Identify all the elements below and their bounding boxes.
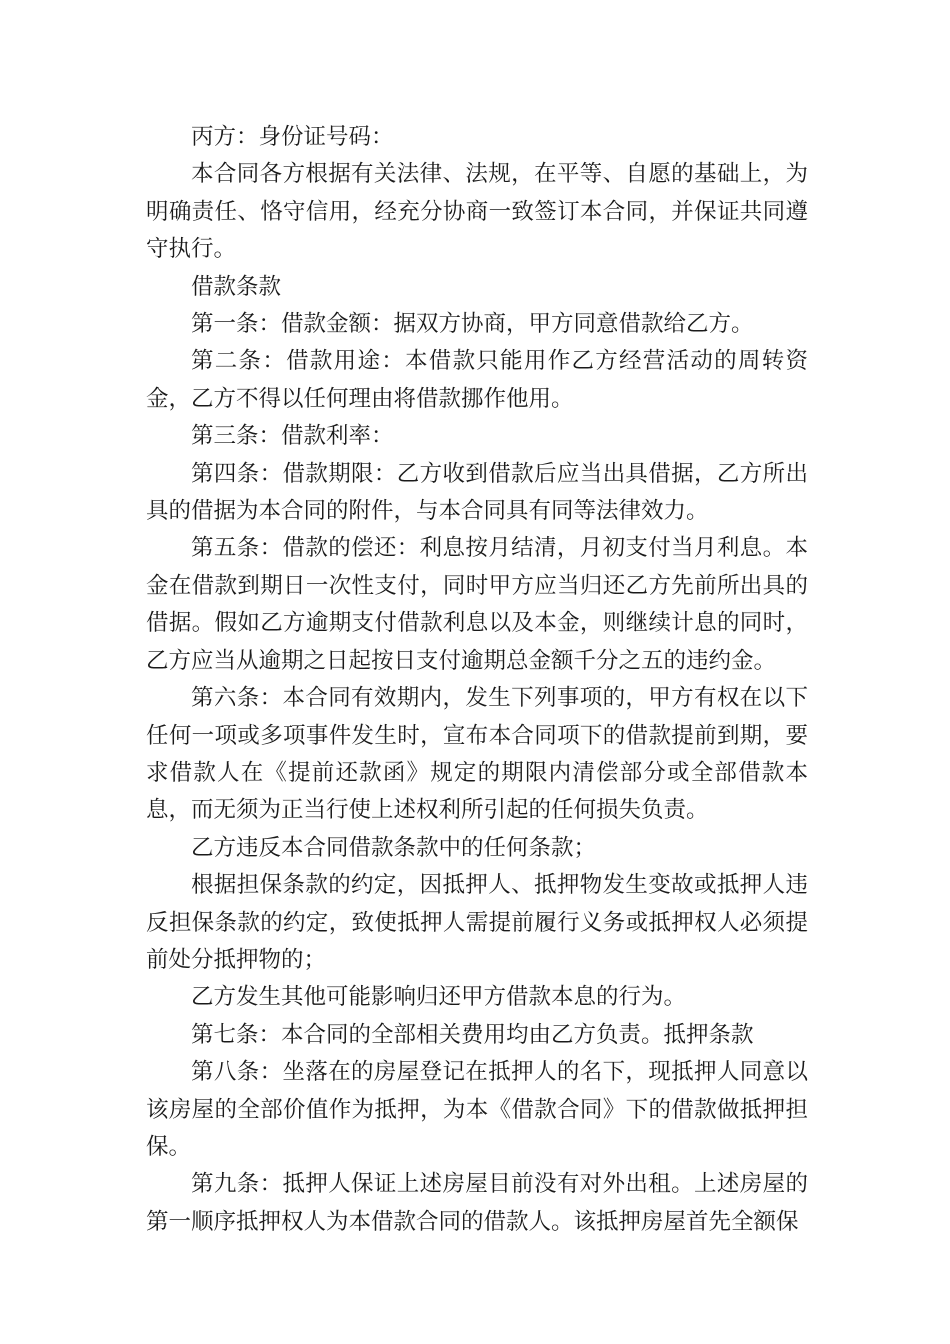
paragraph-article-5: 第五条：借款的偿还：利息按月结清，月初支付当月利息。本金在借款到期日一次性支付，同时甲方应当归还乙方先前所出具的借据。假如乙方逾期支付借款利息以及本金，则继续计息的同时，乙方应当从逾期之日起按日支付逾期总金额千分之五的违约金。 — [146, 535, 808, 674]
paragraph-article-1: 第一条：借款金额：据双方协商，甲方同意借款给乙方。 — [191, 311, 754, 338]
paragraph-event-1: 乙方违反本合同借款条款中的任何条款； — [191, 834, 597, 861]
paragraph-event-3: 乙方发生其他可能影响归还甲方借款本息的行为。 — [191, 984, 687, 1011]
paragraph-party-c: 丙方：身份证号码： — [191, 124, 394, 150]
paragraph-preamble: 本合同各方根据有关法律、法规，在平等、自愿的基础上，为明确责任、恪守信用，经充分协商一致签订本合同，并保证共同遵守执行。 — [146, 161, 808, 263]
section-heading-loan-terms: 借款条款 — [191, 273, 282, 300]
paragraph-article-6: 第六条：本合同有效期内，发生下列事项的，甲方有权在以下任何一项或多项事件发生时，宣布本合同项下的借款提前到期，要求借款人在《提前还款函》规定的期限内清偿部分或全部借款本息，而无须为正当行使上述权利所引起的任何损失负责。 — [146, 685, 808, 824]
paragraph-article-3: 第三条：借款利率： — [191, 423, 394, 450]
paragraph-article-8: 第八条：坐落在的房屋登记在抵押人的名下，现抵押人同意以该房屋的全部价值作为抵押，为本《借款合同》下的借款做抵押担保。 — [146, 1059, 808, 1160]
paragraph-article-4: 第四条：借款期限：乙方收到借款后应当出具借据，乙方所出具的借据为本合同的附件，与本合同具有同等法律效力。 — [146, 460, 808, 525]
document-body — [146, 119, 808, 1241]
paragraph-article-9: 第九条：抵押人保证上述房屋目前没有对外出租。上述房屋的第一顺序抵押权人为本借款合同的借款人。该抵押房屋首先全额保 — [146, 1171, 808, 1235]
paragraph-article-2: 第二条：借款用途：本借款只能用作乙方经营活动的周转资金，乙方不得以任何理由将借款挪作他用。 — [146, 348, 808, 412]
paragraph-article-7: 第七条：本合同的全部相关费用均由乙方负责。抵押条款 — [191, 1021, 754, 1048]
paragraph-event-2: 根据担保条款的约定，因抵押人、抵押物发生变故或抵押人违反担保条款的约定，致使抵押人需提前履行义务或抵押权人必须提前处分抵押物的； — [146, 872, 808, 973]
